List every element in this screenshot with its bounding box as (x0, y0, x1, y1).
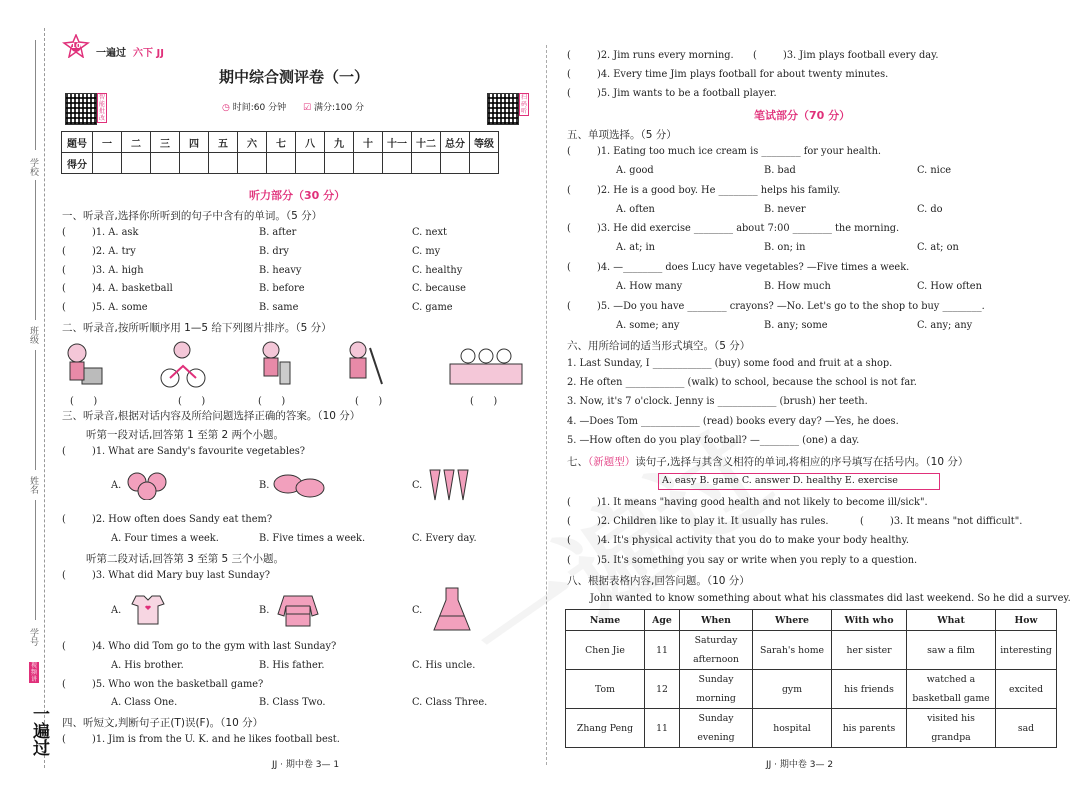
s7-item-5: ( )5. It's something you say or write when you reply to a question. (567, 555, 918, 566)
score-blank-cell[interactable] (470, 153, 499, 174)
survey-cell: watched a basketball game (907, 670, 996, 709)
score-header-cell: 七 (267, 132, 296, 153)
picture-5-blank[interactable]: ( ) (470, 396, 498, 407)
s7-item-1: ( )1. It means "having good health and not likely to become ill/sick". (567, 497, 928, 508)
s5-q2-opt-c: C. do (917, 203, 943, 215)
s1-item-5-c: C. game (412, 302, 453, 314)
s5-q3-opt-c: C. at; on (917, 242, 959, 254)
s1-item-1-b: B. after (259, 227, 297, 238)
s1-item-5-b: B. same (259, 302, 299, 314)
s1-item-3-n: ( )3. A. high (62, 264, 144, 276)
score-blank-cell[interactable] (267, 153, 296, 174)
survey-header-row (566, 610, 1057, 631)
s3-q3-opt-b: B. (259, 605, 270, 616)
picture-4 (342, 338, 392, 388)
survey-cell: saw a film (907, 631, 996, 670)
s5-question-4: ( )4. —________ does Lucy have vegetables? —Five times a week. (567, 262, 910, 274)
picture-2-blank[interactable]: ( ) (178, 396, 206, 407)
picture-5 (448, 344, 524, 386)
score-header-cell: 总分 (441, 132, 470, 153)
s4-item-3: ( )3. Jim plays football every day. (753, 50, 939, 61)
s5-q2-opt-b: B. never (764, 203, 806, 215)
survey-cell: her sister (832, 631, 907, 670)
score-header-cell: 十二 (412, 132, 441, 153)
survey-header-cell: What (907, 610, 996, 631)
score-header-cell: 八 (296, 132, 325, 153)
survey-cell: hospital (753, 709, 832, 748)
s3-q5-opt-a: A. Class One. (111, 697, 178, 708)
class-label: 班级 (28, 326, 38, 344)
s3-q4-opt-b: B. His father. (259, 660, 325, 671)
score-blank-cell[interactable] (296, 153, 325, 174)
picture-3-blank[interactable]: ( ) (258, 396, 286, 407)
score-header-row (62, 132, 499, 153)
s3-q1-opt-c: C. (412, 480, 423, 491)
section-4-title: 四、听短文,判断句子正(T)误(F)。（10 分） (62, 717, 264, 729)
s3-q3-opt-a: A. (111, 605, 122, 616)
s3-q5-opt-c: C. Class Three. (412, 697, 488, 708)
series-name: 一遍过 (96, 48, 126, 59)
survey-header-cell: Name (566, 610, 645, 631)
survey-intro: John wanted to know something about what his classmates did last weekend. So he did a survey. (590, 593, 1071, 604)
s5-q1-opt-a: A. good (616, 165, 654, 176)
section-3-title: 三、听录音,根据对话内容及所给问题选择正确的答案。（10 分） (62, 410, 361, 422)
s1-item-2-b: B. dry (259, 245, 289, 257)
s5-q5-opt-c: C. any; any (917, 319, 973, 331)
class-line (35, 180, 36, 320)
qr-left-tag: 智能批改 (98, 94, 105, 122)
s6-item-4: 4. —Does Tom ____________ (read) books every day? —Yes, he does. (567, 415, 899, 427)
tomatoes-image (125, 472, 171, 503)
s6-item-2: 2. He often ____________ (walk) to school, because the school is not far. (567, 377, 917, 389)
survey-cell: his friends (832, 670, 907, 709)
s1-item-4-b: B. before (259, 283, 305, 295)
picture-1-blank[interactable]: ( ) (70, 396, 98, 407)
s7-item-2: ( )2. Children like to play it. It usually has rules. (567, 516, 829, 527)
qr-right-tag: 扫码听 (520, 94, 527, 115)
s3-q2: ( )2. How often does Sandy eat them? (62, 514, 273, 525)
s6-item-1: 1. Last Sunday, I ____________ (buy) some food and fruit at a shop. (567, 358, 893, 369)
s3-q3: ( )3. What did Mary buy last Sunday? (62, 570, 271, 581)
picture-2 (158, 338, 208, 390)
score-blank-cell[interactable] (354, 153, 383, 174)
s3-q5-opt-b: B. Class Two. (259, 697, 326, 708)
survey-table (565, 609, 1057, 748)
survey-row (566, 709, 1057, 748)
logo-vertical: 一遍过 (29, 705, 49, 756)
survey-header-cell: How (996, 610, 1057, 631)
qr-code-left[interactable] (65, 93, 97, 125)
s5-q5-opt-b: B. any; some (764, 319, 828, 331)
writing-heading: 笔试部分（70 分） (754, 109, 851, 122)
s1-item-3-c: C. healthy (412, 264, 463, 276)
dress-image (432, 586, 472, 637)
s4-item-5: ( )5. Jim wants to be a football player. (567, 88, 777, 99)
exam-title: 期中综合测评卷（一） (219, 68, 370, 86)
score-blank-cell[interactable] (441, 153, 470, 174)
score-blank-cell[interactable] (383, 153, 412, 174)
picture-3 (256, 338, 296, 388)
s4-item-1: ( )1. Jim is from the U. K. and he likes football best. (62, 734, 340, 745)
section-1-title: 一、听录音,选择你所听到的句子中含有的单词。（5 分） (62, 210, 323, 222)
number-label: 学号 (28, 628, 38, 646)
s1-item-2-c: C. my (412, 245, 441, 257)
s5-q3-opt-a: A. at; in (616, 242, 655, 254)
s5-q3-opt-b: B. on; in (764, 242, 806, 254)
score-table (61, 131, 499, 174)
potatoes-image (272, 472, 328, 503)
s3-q1: ( )1. What are Sandy's favourite vegetables? (62, 446, 306, 457)
number-line (35, 500, 36, 620)
survey-cell: Chen Jie (566, 631, 645, 670)
s3-q3-opt-c: C. (412, 605, 423, 616)
binding-margin (0, 0, 52, 794)
full-score: ☑ 满分:100 分 (303, 103, 365, 113)
score-header-cell: 一 (93, 132, 122, 153)
s3-q1-opt-b: B. (259, 480, 270, 491)
s3-q2-opt-b: B. Five times a week. (259, 533, 366, 544)
s4-item-2: ( )2. Jim runs every morning. (567, 50, 734, 61)
sweater-image (276, 592, 320, 631)
score-blank-cell[interactable] (151, 153, 180, 174)
survey-row (566, 631, 1057, 670)
s5-q2-opt-a: A. often (616, 203, 655, 215)
s1-item-3-b: B. heavy (259, 264, 302, 276)
survey-row (566, 670, 1057, 709)
s5-q1-opt-c: C. nice (917, 165, 952, 176)
grade-label: 六下 JJ (133, 48, 164, 59)
score-value-row (62, 153, 499, 174)
score-header-cell: 六 (238, 132, 267, 153)
section-5-title: 五、单项选择。（5 分） (567, 129, 677, 141)
section-8-title: 八、根据表格内容,回答问题。（10 分） (567, 575, 750, 587)
survey-cell: interesting (996, 631, 1057, 670)
s5-question-1: ( )1. Eating too much ice cream is ________ for your health. (567, 146, 882, 157)
survey-cell: gym (753, 670, 832, 709)
s1-item-2-n: ( )2. A. try (62, 245, 136, 257)
s3-q4: ( )4. Who did Tom go to the gym with last Sunday? (62, 641, 337, 652)
score-label-cell: 得分 (62, 153, 93, 174)
s3-q4-opt-c: C. His uncle. (412, 660, 476, 671)
survey-cell: Tom (566, 670, 645, 709)
score-blank-cell[interactable] (238, 153, 267, 174)
score-header-cell: 题号 (62, 132, 93, 153)
score-header-cell: 十 (354, 132, 383, 153)
survey-cell: Zhang Peng (566, 709, 645, 748)
qr-code-right[interactable] (487, 93, 519, 125)
survey-cell: Sunday morning (680, 670, 753, 709)
survey-cell: 12 (645, 670, 680, 709)
s3-q4-opt-a: A. His brother. (111, 660, 184, 671)
s5-q4-opt-b: B. How much (764, 281, 831, 293)
survey-cell: Sarah's home (753, 631, 832, 670)
logo-tag: 视频讲 (30, 662, 37, 683)
s1-item-1-c: C. next (412, 227, 447, 238)
s5-q1-opt-b: B. bad (764, 165, 796, 176)
survey-cell: visited his grandpa (907, 709, 996, 748)
score-blank-cell[interactable] (93, 153, 122, 174)
survey-header-cell: Age (645, 610, 680, 631)
s5-question-2: ( )2. He is a good boy. He ________ helps his family. (567, 184, 841, 196)
score-blank-cell[interactable] (209, 153, 238, 174)
score-header-cell: 等级 (470, 132, 499, 153)
survey-header-cell: When (680, 610, 753, 631)
score-blank-cell[interactable] (412, 153, 441, 174)
score-header-cell: 五 (209, 132, 238, 153)
s5-q5-opt-a: A. some; any (616, 319, 680, 331)
survey-cell: his parents (832, 709, 907, 748)
s7-item-4: ( )4. It's physical activity that you do to make your body healthy. (567, 535, 909, 546)
footer-left: JJ · 期中卷 3— 1 (272, 760, 340, 770)
survey-cell: excited (996, 670, 1057, 709)
section-6-title: 六、用所给词的适当形式填空。（5 分） (567, 340, 751, 352)
word-bank: A. easy B. game C. answer D. healthy E. exercise (662, 475, 898, 486)
name-line (35, 350, 36, 470)
name-label: 姓名 (28, 476, 38, 494)
s3-q5: ( )5. Who won the basketball game? (62, 679, 264, 690)
survey-header-cell: With who (832, 610, 907, 631)
survey-cell: Sunday evening (680, 709, 753, 748)
s1-item-1-n: ( )1. A. ask (62, 227, 139, 238)
score-header-cell: 三 (151, 132, 180, 153)
s1-item-4-c: C. because (412, 283, 466, 295)
s5-question-3: ( )3. He did exercise ________ about 7:00 ________ the morning. (567, 223, 900, 235)
section-3-intro-2: 听第二段对话,回答第 3 至第 5 三个小题。 (86, 553, 285, 565)
s5-q4-opt-c: C. How often (917, 281, 982, 293)
score-header-cell: 九 (325, 132, 354, 153)
score-header-cell: 四 (180, 132, 209, 153)
survey-cell: sad (996, 709, 1057, 748)
s6-item-5: 5. —How often do you play football? —________ (one) a day. (567, 434, 860, 446)
listening-heading: 听力部分（30 分） (249, 189, 346, 202)
time-limit: ◷ 时间:60 分钟 (222, 103, 287, 113)
s6-item-3: 3. Now, it's 7 o'clock. Jenny is ____________ (brush) her teeth. (567, 396, 868, 408)
score-header-cell: 十一 (383, 132, 412, 153)
cut-line (44, 28, 45, 768)
school-label: 学校 (28, 158, 38, 176)
survey-cell: Saturday afternoon (680, 631, 753, 670)
survey-cell: 11 (645, 709, 680, 748)
s4-item-4: ( )4. Every time Jim plays football for about twenty minutes. (567, 69, 889, 80)
s5-q4-opt-a: A. How many (616, 281, 683, 293)
score-blank-cell[interactable] (325, 153, 354, 174)
footer-right: JJ · 期中卷 3— 2 (766, 760, 834, 770)
picture-4-blank[interactable]: ( ) (355, 396, 383, 407)
score-blank-cell[interactable] (180, 153, 209, 174)
picture-1 (62, 338, 112, 388)
s3-q1-opt-a: A. (111, 480, 122, 491)
survey-cell: 11 (645, 631, 680, 670)
s7-item-3: ( )3. It means "not difficult". (860, 516, 1023, 527)
section-7-title: 七、（新题型）读句子,选择与其含义相符的单词,将相应的序号填写在括号内。（10 分） (567, 456, 969, 468)
s1-item-4-n: ( )4. A. basketball (62, 283, 173, 295)
s1-item-5-n: ( )5. A. some (62, 302, 148, 314)
survey-header-cell: Where (753, 610, 832, 631)
section-2-title: 二、听录音,按所听顺序用 1—5 给下列图片排序。（5 分） (62, 322, 332, 334)
s3-q2-opt-a: A. Four times a week. (111, 533, 219, 544)
school-line (35, 40, 36, 150)
carrots-image (426, 466, 474, 505)
section-3-intro-1: 听第一段对话,回答第 1 至第 2 两个小题。 (86, 429, 285, 441)
s5-question-5: ( )5. —Do you have ________ crayons? —No. Let's go to the shop to buy ________. (567, 300, 985, 312)
score-blank-cell[interactable] (122, 153, 151, 174)
s3-q2-opt-c: C. Every day. (412, 533, 477, 544)
badge-number: 10 (71, 42, 81, 50)
t-shirt-image (130, 592, 166, 631)
score-header-cell: 二 (122, 132, 151, 153)
